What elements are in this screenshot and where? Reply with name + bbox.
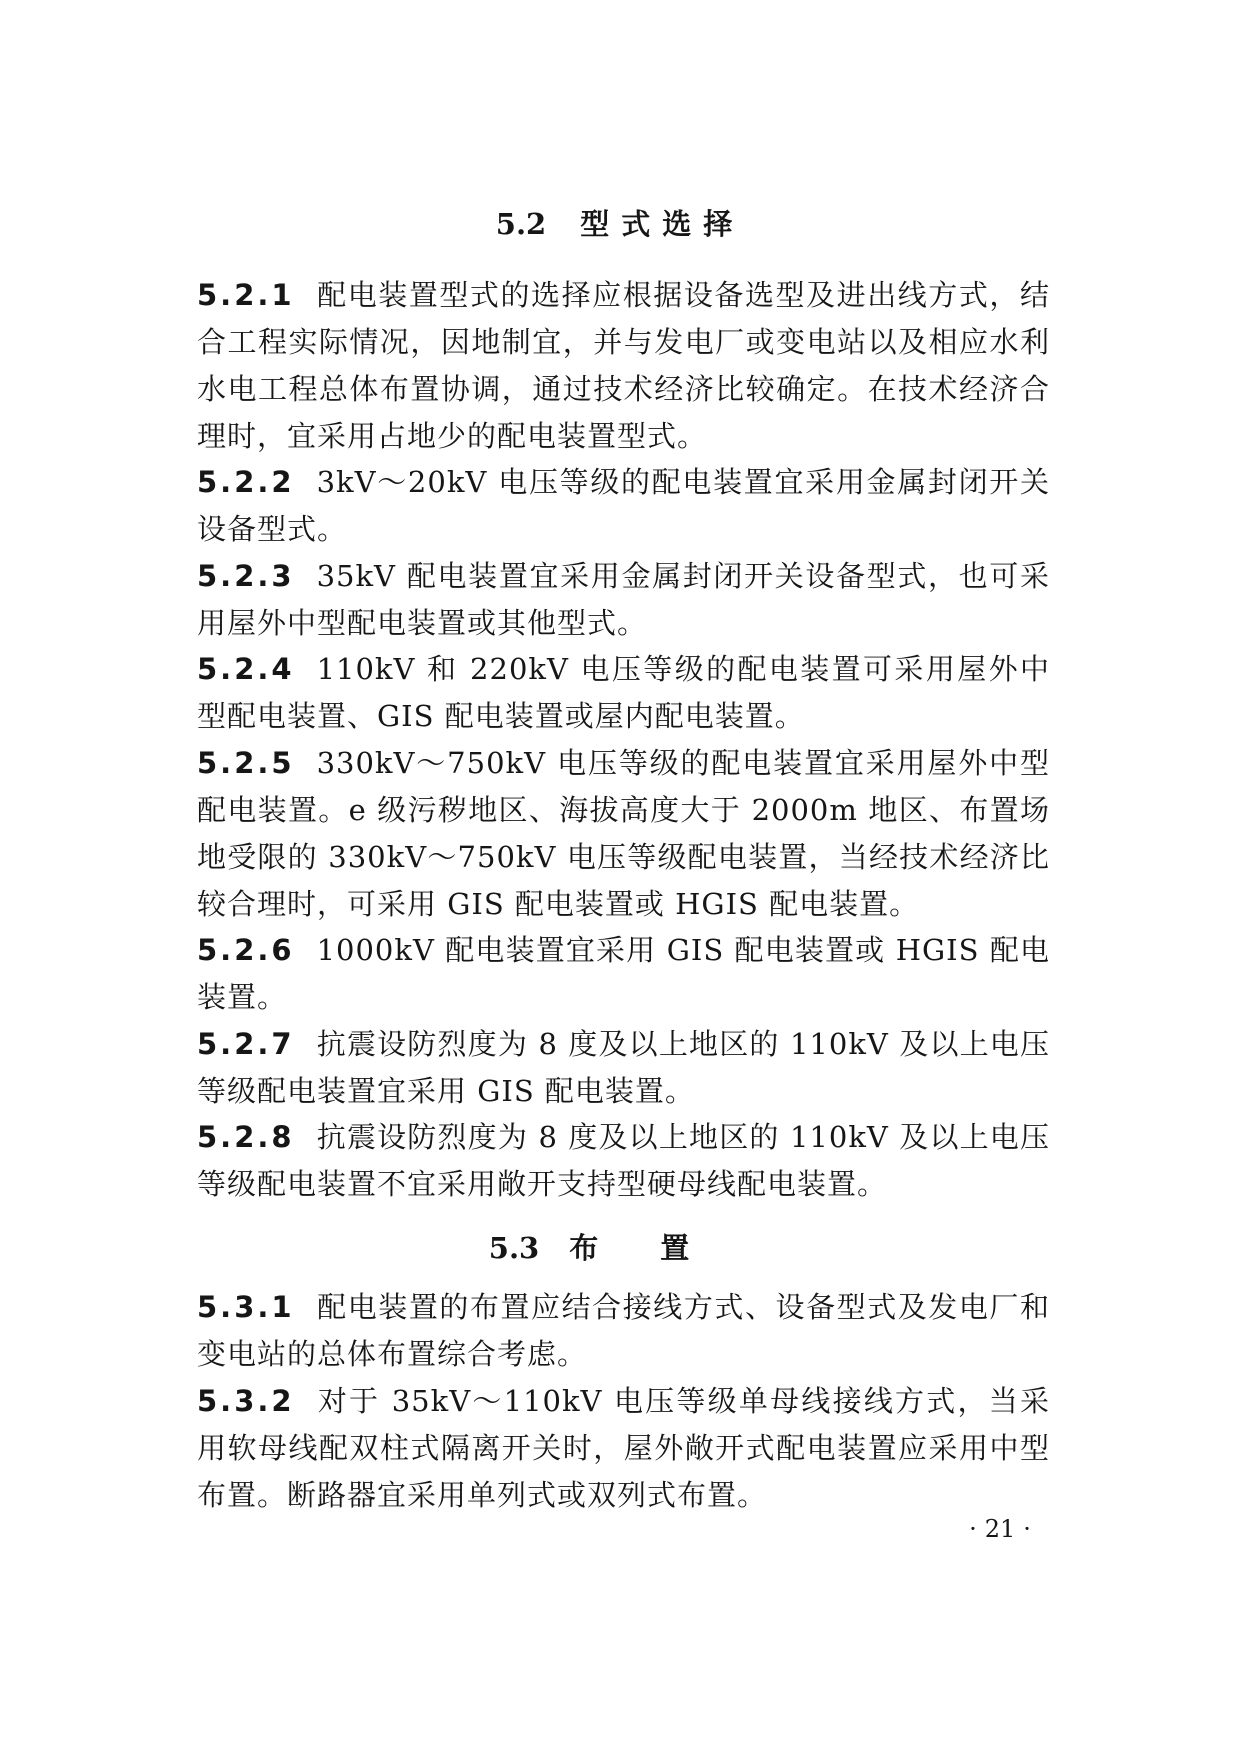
clause-number: 5.2.1	[197, 278, 295, 312]
section-heading-5-3	[0, 1226, 1240, 1267]
clause-number: 5.2.2	[197, 465, 295, 499]
section-title-text: 型式选择	[580, 207, 745, 241]
clause-text: 抗震设防烈度为 8 度及以上地区的 110kV 及以上电压等级配电装置不宜采用敞开支持型硬母线配电装置。	[197, 1120, 1050, 1201]
section-title-text: 布置	[569, 1231, 752, 1265]
clause-5-2-6	[197, 927, 1050, 1021]
clause-5-2-3	[197, 553, 1050, 647]
clause-5-2-4	[197, 646, 1050, 740]
clause-number: 5.3.2	[197, 1384, 295, 1418]
clause-5-2-8	[197, 1114, 1050, 1208]
clause-number: 5.2.4	[197, 652, 295, 686]
clause-text: 配电装置的布置应结合接线方式、设备型式及发电厂和变电站的总体布置综合考虑。	[197, 1290, 1050, 1371]
clause-5-3-2	[197, 1378, 1050, 1519]
section-heading-5-2	[0, 202, 1240, 243]
page-number-dot: ·	[1023, 1515, 1031, 1543]
section-number: 5.2	[495, 207, 547, 241]
clause-text: 3kV～20kV 电压等级的配电装置宜采用金属封闭开关设备型式。	[197, 465, 1050, 546]
page-number	[940, 1515, 1060, 1543]
clause-text: 抗震设防烈度为 8 度及以上地区的 110kV 及以上电压等级配电装置宜采用 GIS 配电装置。	[197, 1027, 1050, 1108]
clause-text: 330kV～750kV 电压等级的配电装置宜采用屋外中型配电装置。e 级污秽地区、海拔高度大于 2000m 地区、布置场地受限的 330kV～750kV 电压等级配电装置，当经技术经济比较合理时，可采用 GIS 配电装置或 HGIS 配电装置。	[197, 746, 1050, 921]
clause-text: 对于 35kV～110kV 电压等级单母线接线方式，当采用软母线配双柱式隔离开关时，屋外敞开式配电装置应采用中型布置。断路器宜采用单列式或双列式布置。	[197, 1384, 1050, 1512]
clause-5-2-7	[197, 1021, 1050, 1115]
section-number: 5.3	[488, 1231, 540, 1265]
clause-5-3-1	[197, 1284, 1050, 1378]
clause-number: 5.2.3	[197, 559, 295, 593]
clause-5-2-1	[197, 272, 1050, 460]
clause-text: 1000kV 配电装置宜采用 GIS 配电装置或 HGIS 配电装置。	[197, 933, 1050, 1014]
clause-number: 5.2.5	[197, 746, 295, 780]
clause-number: 5.3.1	[197, 1290, 295, 1324]
clause-text: 35kV 配电装置宜采用金属封闭开关设备型式，也可采用屋外中型配电装置或其他型式。	[197, 559, 1050, 640]
page-number-dot: ·	[969, 1515, 977, 1543]
clause-text: 配电装置型式的选择应根据设备选型及进出线方式，结合工程实际情况，因地制宜，并与发电厂或变电站以及相应水利水电工程总体布置协调，通过技术经济比较确定。在技术经济合理时，宜采用占地少的配电装置型式。	[197, 278, 1050, 453]
clause-number: 5.2.7	[197, 1027, 295, 1061]
clause-number: 5.2.8	[197, 1120, 295, 1154]
clause-text: 110kV 和 220kV 电压等级的配电装置可采用屋外中型配电装置、GIS 配电装置或屋内配电装置。	[197, 652, 1050, 733]
clause-5-2-2	[197, 459, 1050, 553]
clause-number: 5.2.6	[197, 933, 295, 967]
page-number-value: 21	[984, 1515, 1016, 1543]
clause-5-2-5	[197, 740, 1050, 928]
